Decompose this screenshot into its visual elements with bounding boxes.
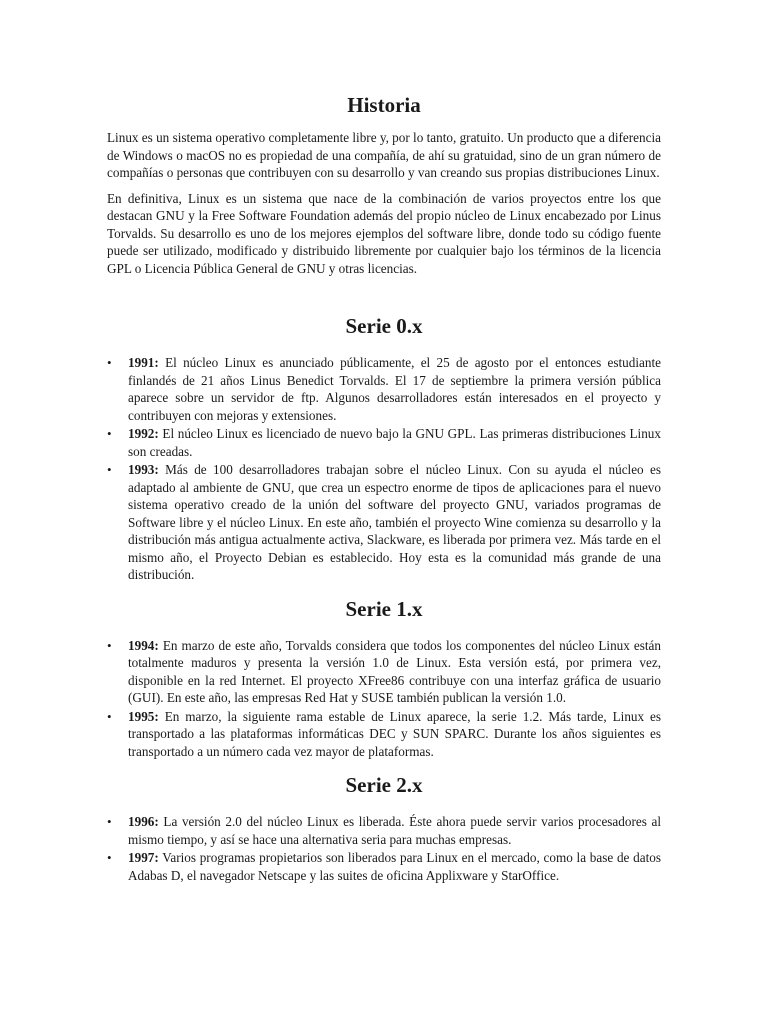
list-item [107, 708, 661, 761]
list-item [107, 461, 661, 584]
document-page [107, 88, 661, 885]
entry-year: 1997: [128, 850, 159, 865]
bullet-icon: • [107, 814, 112, 829]
entry-year: 1994: [128, 637, 159, 653]
entry-year: 1995: [128, 708, 159, 724]
section-title-historia: Historia [347, 93, 421, 117]
entry-text: El núcleo Linux es anunciado públicamente, el 25 de agosto por el entonces estudiante finlandés de 21 años Linus Benedict Torvalds. El 17 de septiembre la primera versión pública aparece sobre un servidor de ftp. Algunos desarrolladores están interesados en el proyecto y contribuyen con mejoras y extensiones. [128, 355, 661, 423]
bullet-icon: • [107, 462, 112, 477]
bullet-icon: • [107, 708, 112, 724]
entry-year: 1993: [128, 462, 159, 477]
serie-1-list [107, 637, 661, 761]
serie-0-list [107, 354, 661, 584]
entry-text: Varios programas propietarios son liberados para Linux en el mercado, como la base de datos Adabas D, el navegador Netscape y las suites de oficina Applixware y StarOffice. [128, 850, 661, 883]
section-title-serie-2: Serie 2.x [345, 773, 423, 797]
list-item [107, 813, 661, 848]
entry-text: La versión 2.0 del núcleo Linux es liberada. Éste ahora puede servir varios procesadores al mismo tiempo, y así se hace una alternativa seria para muchas empresas. [128, 814, 661, 847]
bullet-icon: • [107, 637, 112, 653]
list-item [107, 425, 661, 460]
historia-paragraph: Linux es un sistema operativo completamente libre y, por lo tanto, gratuito. Un producto que a diferencia de Windows o macOS no es propiedad de una compañía, de ahí su gratuidad, sino de un gran número de compañías o personas que contribuyen con su desarrollo y van creando sus propias distribuciones Linux. [107, 130, 661, 180]
list-item [107, 637, 661, 707]
section-title-serie-1: Serie 1.x [345, 596, 423, 621]
entry-year: 1996: [128, 814, 159, 829]
entry-text: Más de 100 desarrolladores trabajan sobre el núcleo Linux. Con su ayuda el núcleo es adaptado al ambiente de GNU, que crea un espectro enorme de tipos de aplicaciones para el nuevo sistema operativo creado de la unión del software del proyecto GNU, variados programas de Software libre y el núcleo Linux. En este año, también el proyecto Wine comienza su desarrollo y la distribución más antigua actualmente activa, Slackware, es liberada por primera vez. Más tarde en el mismo año, el Proyecto Debian es establecido. Hoy esta es la comunidad más grande de una distribución. [128, 462, 661, 582]
entry-text: En marzo, la siguiente rama estable de Linux aparece, la serie 1.2. Más tarde, Linux es transportado a las plataformas informáticas DEC y SUN SPARC. Durante los años siguientes es transportado a un número cada vez mayor de plataformas. [128, 708, 661, 759]
bullet-icon: • [107, 850, 112, 865]
entry-year: 1992: [128, 426, 159, 441]
list-item [107, 354, 661, 424]
section-title-serie-0: Serie 0.x [345, 314, 423, 338]
entry-text: El núcleo Linux es licenciado de nuevo bajo la GNU GPL. Las primeras distribuciones Linux son creadas. [128, 426, 661, 459]
serie-2-list [107, 813, 661, 884]
entry-text: En marzo de este año, Torvalds considera que todos los componentes del núcleo Linux están totalmente maduros y presenta la versión 1.0 de Linux. Esta versión está, por primera vez, disponible en la red Internet. El proyecto XFree86 contribuye con una interfaz gráfica de usuario (GUI). En este año, las empresas Red Hat y SUSE también publican la versión 1.0. [128, 637, 661, 705]
historia-paragraph: En definitiva, Linux es un sistema que nace de la combinación de varios proyectos entre los que destacan GNU y la Free Software Foundation además del propio núcleo de Linux encabezado por Linus Torvalds. Su desarrollo es uno de los mejores ejemplos del software libre, donde todo su código fuente puede ser utilizado, modificado y distribuido libremente por cualquier bajo los términos de la licencia GPL o Licencia Pública General de GNU y otras licencias. [107, 190, 661, 276]
bullet-icon: • [107, 355, 112, 370]
list-item [107, 849, 661, 884]
bullet-icon: • [107, 426, 112, 441]
entry-year: 1991: [128, 355, 159, 370]
